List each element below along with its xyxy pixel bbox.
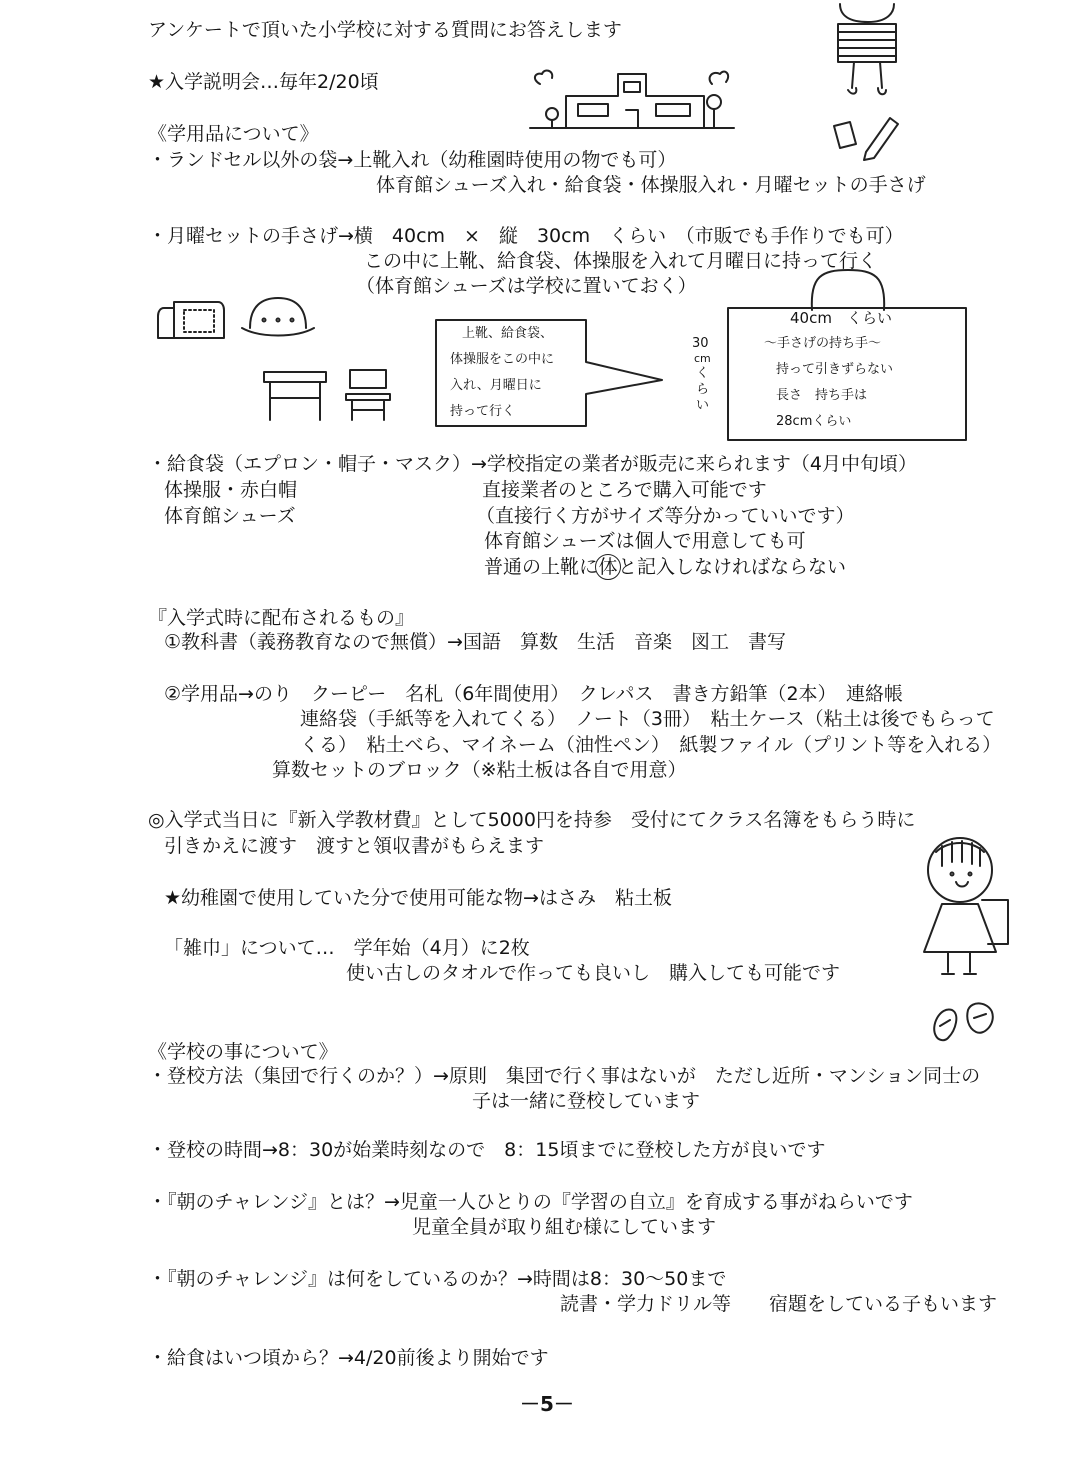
- chair-illustration: [344, 366, 392, 422]
- tai-circle-mark: 体: [595, 554, 621, 580]
- callout-line-1: 上靴、給食袋、: [462, 326, 554, 341]
- kyushoku-note-4: [484, 554, 846, 580]
- shoes-illustration: [930, 996, 1000, 1042]
- callout-line-4: 持って行く: [450, 404, 516, 419]
- bag-height-label-1: 30: [692, 336, 709, 351]
- kyozaihi-line-1: ◎入学式当日に『新入学教材費』として5000円を持参 受付にてクラス名簿をもらう時に: [148, 809, 916, 831]
- bag-height-label-2: cm: [694, 352, 711, 365]
- randoseru-illustration: [156, 298, 226, 344]
- haifu-item-2-line-3: くる） 粘土べら、マイネーム（油性ペン） 紙製ファイル（プリント等を入れる）: [300, 734, 1002, 756]
- haifu-heading: 『入学式時に配布されるもの』: [148, 607, 415, 629]
- kyozaihi-line-2: 引きかえに渡す 渡すと領収書がもらえます: [164, 835, 545, 857]
- kyushoku-item-2: 体操服・赤白帽: [164, 479, 298, 501]
- toukou-line-2: 子は一緒に登校しています: [472, 1090, 701, 1112]
- kyushoku-start: ・給食はいつ頃から？→4/20前後より開始です: [148, 1347, 549, 1369]
- setsumeikai-text: ★入学説明会…毎年2/20頃: [148, 71, 379, 93]
- tesage-line-1: ・月曜セットの手さげ→横 40cm × 縦 30cm くらい （市販でも手作りでも可）: [148, 225, 904, 247]
- girl-top-illustration: [828, 0, 908, 100]
- bag-width-label: 40cm くらい: [790, 309, 892, 327]
- kyushoku-note-2: （直接行く方がサイズ等分かっていいです）: [476, 505, 855, 527]
- girl-illustration: [912, 832, 1022, 982]
- gakuyouhin-heading: 《学用品について》: [148, 123, 319, 145]
- haifu-item-2-line-1: ②学用品→のり クーピー 名札（6年間使用） クレパス 書き方鉛筆（2本） 連絡帳: [164, 683, 904, 705]
- bag-note-2: 持って引きずらない: [776, 362, 894, 377]
- bag-note-3: 長さ 持ち手は: [776, 388, 868, 403]
- callout-line-2: 体操服をこの中に: [450, 352, 555, 367]
- desk-illustration: [262, 370, 328, 422]
- bag-note-4: 28cmくらい: [776, 414, 852, 429]
- challenge-1-line-2: 児童全員が取り組む様にしています: [412, 1216, 717, 1238]
- pencil-eraser-illustration: [830, 112, 900, 162]
- gakkou-heading: 《学校の事について》: [148, 1041, 338, 1063]
- bag-height-label-5: い: [696, 398, 710, 413]
- kyushoku-line-1: ・給食袋（エプロン・帽子・マスク）→学校指定の業者が販売に来られます（4月中旬頃）: [148, 453, 918, 475]
- bag-line-1: ・ランドセル以外の袋→上靴入れ（幼稚園時使用の物でも可）: [148, 149, 677, 171]
- zoukin-line-1: 「雑巾」について… 学年始（4月）に2枚: [164, 937, 530, 959]
- challenge-2-line-1: ・『朝のチャレンジ』は何をしているのか？→時間は8：30～50まで: [148, 1268, 727, 1290]
- haifu-item-2-line-4: 算数セットのブロック（※粘土板は各自で用意）: [272, 759, 687, 781]
- kyushoku-note-4-pre: 普通の上靴に: [484, 556, 599, 578]
- kyushoku-note-3: 体育館シューズは個人で用意しても可: [484, 530, 806, 552]
- haifu-item-2-line-2: 連絡袋（手紙等を入れてくる） ノート（3冊） 粘土ケース（粘土は後でもらって: [300, 708, 995, 730]
- kyushoku-item-3: 体育館シューズ: [164, 505, 296, 527]
- tesage-line-3: （体育館シューズは学校に置いておく）: [356, 275, 697, 297]
- kyushoku-note-4-post: と記入しなければならない: [618, 556, 847, 578]
- zoukin-line-2: 使い古しのタオルで作っても良いし 購入しても可能です: [346, 962, 841, 984]
- toukou-jikan: ・登校の時間→8：30が始業時刻なので 8：15頃までに登校した方が良いです: [148, 1139, 826, 1161]
- bag-height-label-4: ら: [696, 382, 710, 397]
- bag-height-label-3: く: [696, 366, 710, 381]
- callout-line-3: 入れ、月曜日に: [450, 378, 542, 393]
- kyushoku-note-1: 直接業者のところで購入可能です: [482, 479, 767, 501]
- challenge-2-line-2: 読書・学力ドリル等 宿題をしている子もいます: [560, 1293, 998, 1315]
- bag-line-2: 体育館シューズ入れ・給食袋・体操服入れ・月曜セットの手さげ: [376, 174, 926, 196]
- bag-note-1: ～手さげの持ち手～: [764, 336, 882, 351]
- toukou-line-1: ・登校方法（集団で行くのか？）→原則 集団で行く事はないが ただし近所・マンション同士の: [148, 1065, 981, 1087]
- challenge-1-line-1: ・『朝のチャレンジ』とは？→児童一人ひとりの『学習の自立』を育成する事がねらいです: [148, 1191, 913, 1213]
- page-number: －5－: [520, 1392, 574, 1416]
- school-building-illustration: [526, 66, 736, 130]
- youchien-text: ★幼稚園で使用していた分で使用可能な物→はさみ 粘土板: [164, 887, 672, 909]
- hat-illustration: [240, 296, 316, 340]
- haifu-item-1: ①教科書（義務教育なので無償）→国語 算数 生活 音楽 図工 書写: [164, 631, 786, 653]
- tesage-line-2: この中に上靴、給食袋、体操服を入れて月曜日に持って行く: [364, 250, 878, 272]
- intro-text: アンケートで頂いた小学校に対する質問にお答えします: [148, 19, 622, 41]
